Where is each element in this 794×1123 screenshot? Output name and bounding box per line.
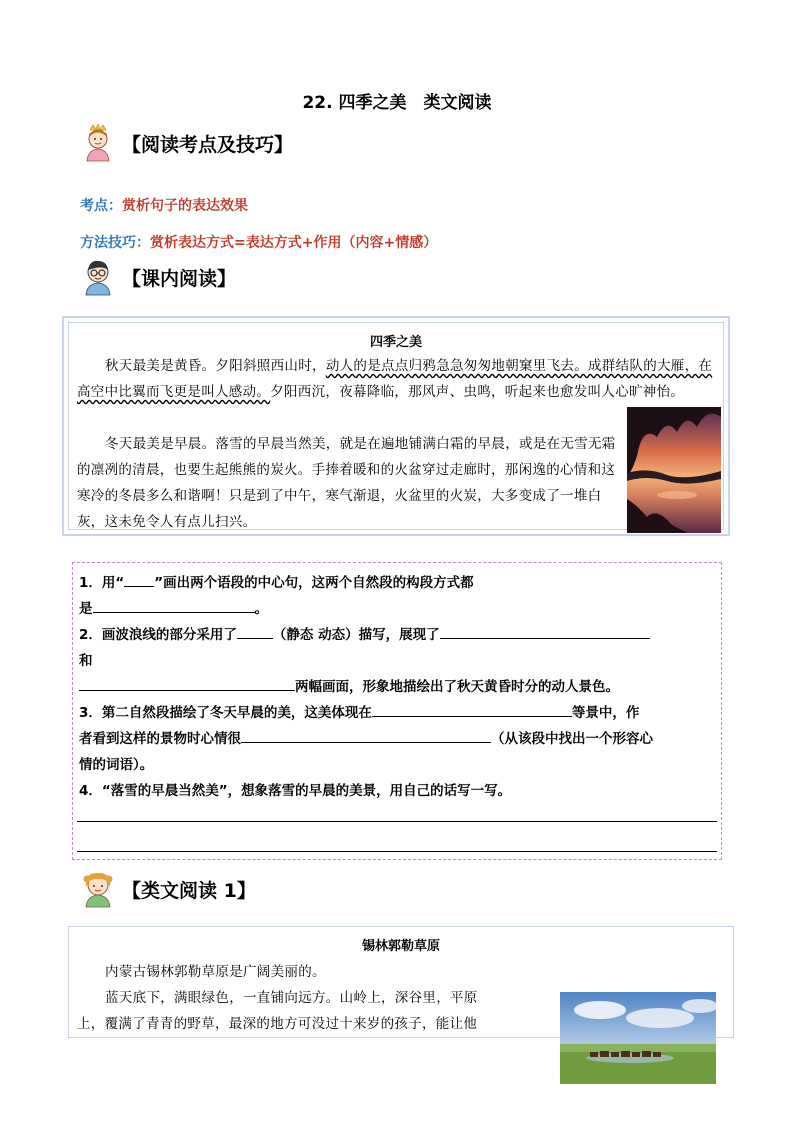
question-2-line-1	[79, 623, 650, 643]
q2-text-a: 2．画波浪线的部分采用了	[79, 627, 237, 643]
passage-paragraph-1	[77, 353, 723, 405]
q2-text-b: （静态 动态）描写，展现了	[272, 627, 440, 643]
question-3-line-1	[79, 701, 639, 721]
fangfa-line	[80, 232, 437, 252]
q1-text-a: 1．用“	[79, 575, 125, 591]
q1-text-c: 是	[79, 601, 93, 617]
section-title-skills: 【阅读考点及技巧】	[122, 134, 294, 156]
q1-text-b: ”画出两个语段的中心句，这两个自然段的构段方式都	[154, 575, 474, 591]
boy-glasses-avatar-icon	[80, 258, 116, 296]
passage-2-paragraph-2-line-2: 上，覆满了青青的野草，最深的地方可没过十来岁的孩子，能让他	[77, 1016, 478, 1032]
passage-2-title: 锡林郭勒草原	[361, 939, 440, 954]
q4-answer-line-2[interactable]	[77, 851, 717, 852]
question-1-line-1	[79, 571, 474, 591]
fangfa-label: 方法技巧：	[80, 235, 150, 251]
question-1-line-2	[79, 597, 268, 617]
question-4: 4．“落雪的早晨当然美”，想象落雪的早晨的美景，用自己的话写一写。	[79, 783, 512, 799]
wavy-underlined-sentence: 动人的是点点归鸦急急匆匆地朝窠里飞去。成群结队的大雁，在高空中比翼而飞更是叫人感动。	[77, 358, 713, 400]
question-2-line-2: 和	[79, 653, 93, 669]
q3-answer-blank-2[interactable]	[241, 728, 491, 743]
q2-answer-blank-1[interactable]	[237, 624, 273, 639]
paragraph-1-start: 秋天最美是黄昏。夕阳斜照西山时，	[105, 358, 326, 374]
princess-avatar-icon	[80, 124, 116, 162]
passage-paragraph-2: 冬天最美是早晨。落雪的早晨当然美，就是在遍地铺满白霜的早晨，或是在无雪无霜的凛冽的清晨，也要生起熊熊的炭火。手捧着暖和的火盆穿过走廊时，那闲逸的心情和这寒冷的冬晨多么和谐啊！只是到了中午，寒气渐退，火盆里的火炭，大多变成了一堆白灰，这未免令人有点儿扫兴。	[77, 436, 616, 530]
q1-answer-blank[interactable]	[93, 598, 255, 613]
q2-text-d: 两幅画面，形象地描绘出了秋天黄昏时分的动人景色。	[295, 679, 619, 695]
autumn-sunset-photo	[627, 407, 721, 533]
page-title: 22. 四季之美 类文阅读	[302, 93, 492, 113]
q3-answer-blank-1[interactable]	[372, 702, 572, 717]
questions-box	[72, 562, 722, 860]
q3-text-d: （从该段中找出一个形容心	[491, 731, 653, 747]
q2-answer-blank-3[interactable]	[79, 676, 295, 691]
grassland-horses-photo	[560, 992, 716, 1084]
q1-underline-symbol	[124, 572, 154, 587]
paragraph-1-end: 夕阳西沉，夜幕降临，那风声、虫鸣，听起来也愈发叫人心旷神怡。	[270, 384, 685, 400]
passage-box-inner	[68, 322, 724, 530]
passage-2-paragraph-1: 内蒙古锡林郭勒草原是广阔美丽的。	[105, 964, 326, 980]
question-3-line-3: 情的词语）。	[79, 757, 154, 773]
q2-answer-blank-2[interactable]	[440, 624, 650, 639]
q3-text-a: 3．第二自然段描绘了冬天早晨的美，这美体现在	[79, 705, 372, 721]
kaodian-label: 考点：	[80, 198, 122, 214]
section-title-inclass: 【课内阅读】	[122, 268, 237, 290]
girl-avatar-icon	[80, 870, 116, 908]
q3-text-c: 者看到这样的景物时心情很	[79, 731, 241, 747]
kaodian-text: 赏析句子的表达效果	[122, 198, 248, 214]
q4-answer-line-1[interactable]	[77, 821, 717, 822]
passage-title: 四季之美	[369, 335, 422, 350]
fangfa-text: 赏析表达方式=表达方式+作用（内容+情感）	[150, 235, 438, 251]
kaodian-line	[80, 195, 248, 215]
section-title-extra1: 【类文阅读 1】	[122, 880, 256, 902]
question-2-line-3	[79, 675, 619, 695]
passage-2-paragraph-2-line-1: 蓝天底下，满眼绿色，一直铺向远方。山岭上，深谷里，平原	[105, 990, 478, 1006]
question-3-line-2	[79, 727, 653, 747]
q1-text-d: 。	[254, 601, 268, 617]
passage-box-sijizhimei	[62, 316, 730, 536]
q3-text-b: 等景中，作	[571, 705, 640, 721]
